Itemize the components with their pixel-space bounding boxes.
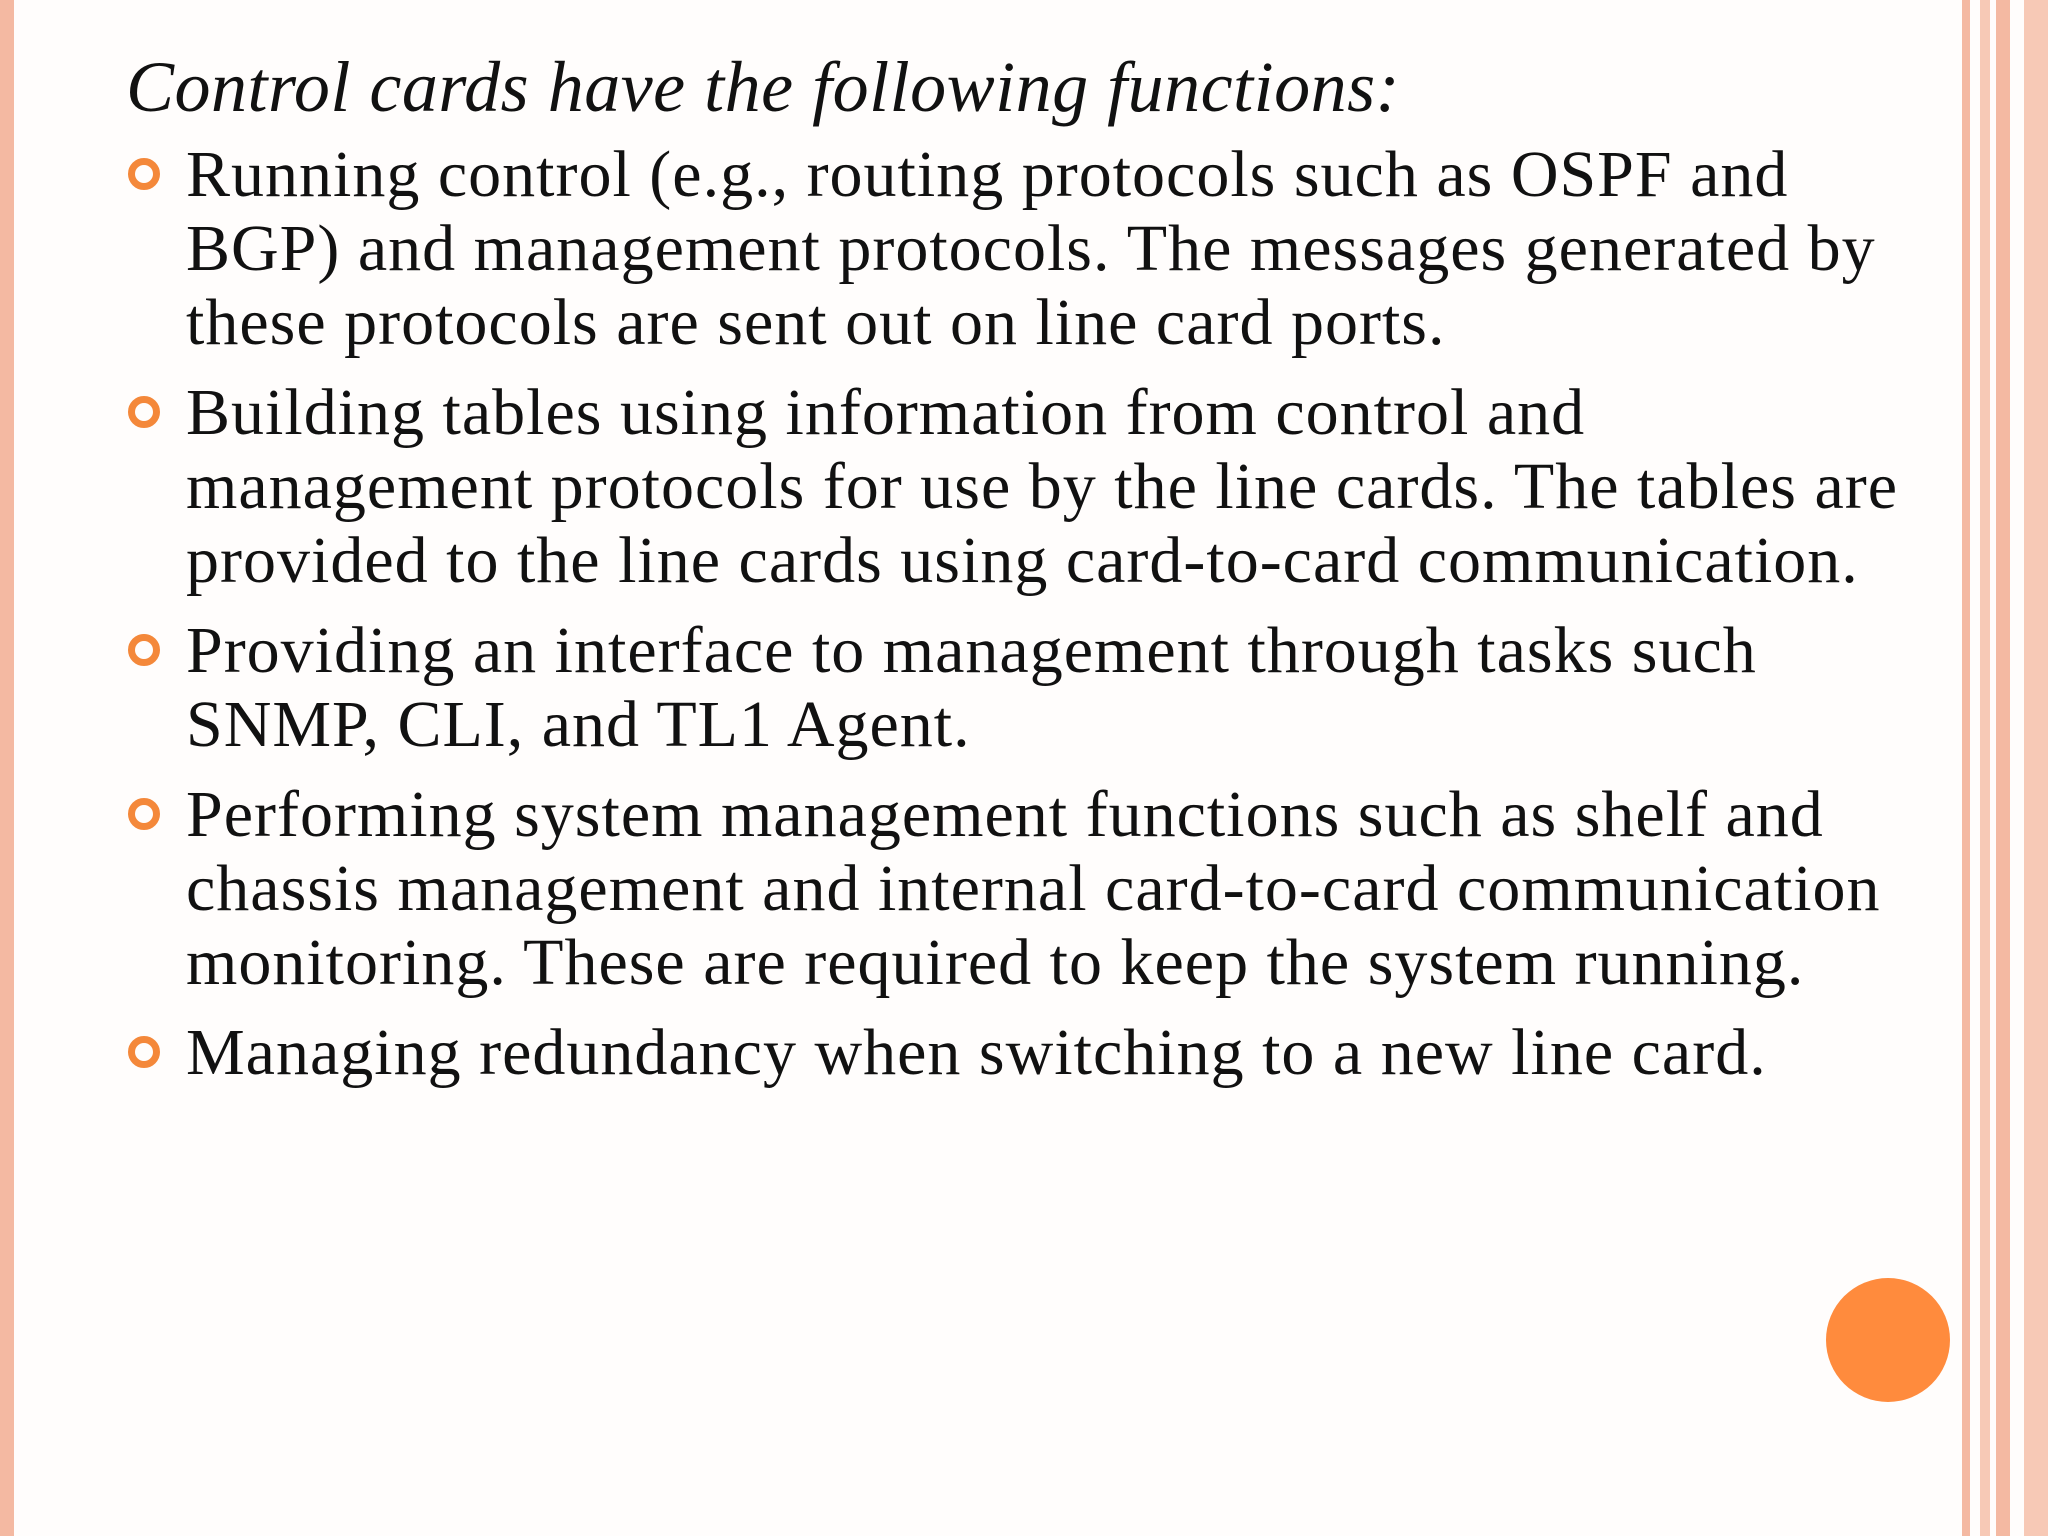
right-border-stripe: [1962, 0, 1970, 1536]
list-item: [126, 778, 1926, 1000]
bullet-text: Managing redundancy when switching to a new line card.: [186, 1016, 1767, 1089]
slide-heading: Control cards have the following functions:: [126, 47, 1401, 127]
right-border-stripe: [1980, 0, 1990, 1536]
right-border-stripe: [1996, 0, 2010, 1536]
slide-content: [126, 42, 1926, 1106]
orange-circle-decoration: [1826, 1278, 1950, 1402]
ring-bullet-icon: [128, 158, 160, 190]
bullet-text: Building tables using information from control and management protocols for use by the line cards. The tables are provided to the line cards using card-to-card communication.: [186, 376, 1899, 597]
list-item: [126, 138, 1926, 360]
bullet-list: [126, 138, 1926, 1090]
ring-bullet-icon: [128, 634, 160, 666]
ring-bullet-icon: [128, 798, 160, 830]
list-item: [126, 614, 1926, 762]
bullet-text: Performing system management functions such as shelf and chassis management and internal card-to-card communication monitoring. These are required to keep the system running.: [186, 778, 1881, 999]
ring-bullet-icon: [128, 396, 160, 428]
ring-bullet-icon: [128, 1036, 160, 1068]
list-item: [126, 376, 1926, 598]
left-border-stripe: [0, 0, 14, 1536]
right-border-stripe: [2024, 0, 2048, 1536]
list-item: [126, 1016, 1926, 1090]
bullet-text: Providing an interface to management through tasks such SNMP, CLI, and TL1 Agent.: [186, 614, 1757, 761]
bullet-text: Running control (e.g., routing protocols such as OSPF and BGP) and management protocols. The messages generated by these protocols are sent out on line card ports.: [186, 138, 1876, 359]
